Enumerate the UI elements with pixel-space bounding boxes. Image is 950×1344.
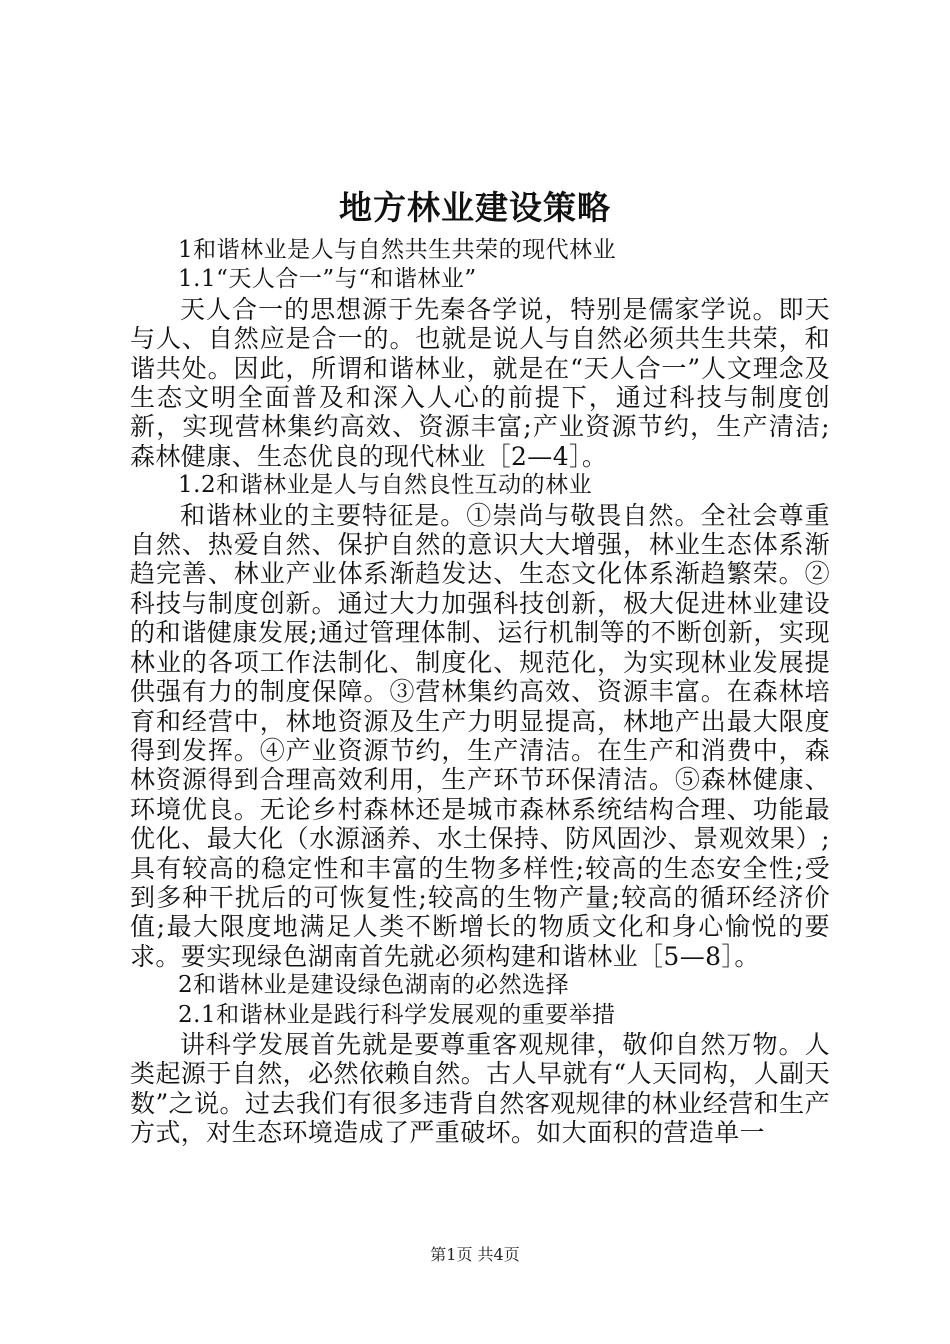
paragraph-3: 讲科学发展首先就是要尊重客观规律，敬仰自然万物。人类起源于自然，必然依赖自然。古人早就有“人天同构，人副天数”之说。过去我们有很多违背自然客观规律的林业经营和生产方式，对生态环境造成了严重破坏。如大面积的营造单一 <box>130 1029 830 1148</box>
document-body <box>130 236 830 1148</box>
subsection-heading-1-1: 1.1“天人合一”与“和谐林业” <box>178 266 477 293</box>
subsection-heading-2-1: 2.1和谐林业是践行科学发展观的重要举措 <box>178 1001 616 1028</box>
page-footer: 第1页 共4页 <box>430 1245 520 1264</box>
subsection-heading-1-2: 1.2和谐林业是人与自然良性互动的林业 <box>178 472 593 499</box>
paragraph-1: 天人合一的思想源于先秦各学说，特别是儒家学说。即天与人、自然应是合一的。也就是说人与自然必须共生共荣，和谐共处。因此，所谓和谐林业，就是在“天人合一”人文理念及生态文明全面普及和深入人心的前提下，通过科技与制度创新，实现营林集约高效、资源丰富;产业资源节约，生产清洁;森林健康、生态优良的现代林业［2—4］。 <box>130 294 830 471</box>
section-heading-2: 2和谐林业是建设绿色湖南的必然选择 <box>178 972 570 999</box>
document-title: 地方林业建设策略 <box>339 188 611 227</box>
paragraph-2: 和谐林业的主要特征是。①崇尚与敬畏自然。全社会尊重自然、热爱自然、保护自然的意识大大增强，林业生态体系渐趋完善、林业产业体系渐趋发达、生态文化体系渐趋繁荣。②科技与制度创新。通过大力加强科技创新，极大促进林业建设的和谐健康发展;通过管理体制、运行机制等的不断创新，实现林业的各项工作法制化、制度化、规范化，为实现林业发展提供强有力的制度保障。③营林集约高效、资源丰富。在森林培育和经营中，林地资源及生产力明显提高，林地产出最大限度得到发挥。④产业资源节约，生产清洁。在生产和消费中，森林资源得到合理高效利用，生产环节环保清洁。⑤森林健康、环境优良。无论乡村森林还是城市森林系统结构合理、功能最优化、最大化（水源涵养、水土保持、防风固沙、景观效果）;具有较高的稳定性和丰富的生物多样性;较高的生态安全性;受到多种干扰后的可恢复性;较高的生物产量;较高的循环经济价值;最大限度地满足人类不断增长的物质文化和身心愉悦的要求。要实现绿色湖南首先就必须构建和谐林业［5—8］。 <box>130 500 830 971</box>
section-heading-1: 1和谐林业是人与自然共生共荣的现代林业 <box>178 237 617 263</box>
